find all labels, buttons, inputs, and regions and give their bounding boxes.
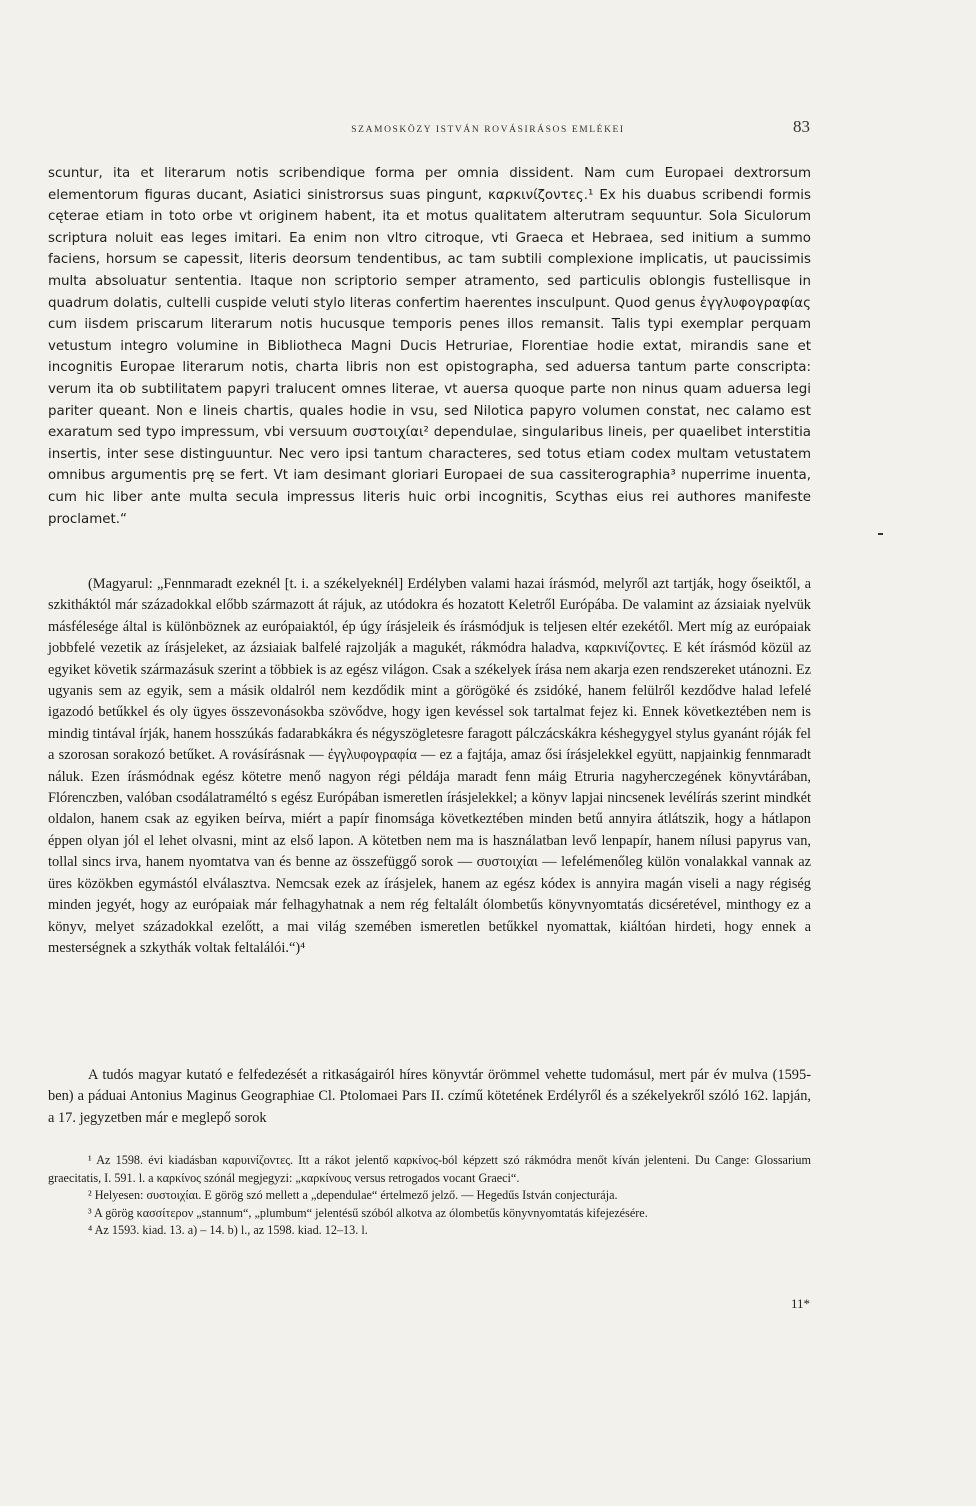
hungarian-translation-paragraph: (Magyarul: „Fennmaradt ezeknél [t. i. a székelyeknél] Erdélyben valami hazai írásmód, melyről azt tartják, hogy őseiktől, a szkitháktól már századokkal előbb származott át rájuk, az utódokra és hozatott Keletről Európába. De valamint az ázsiaiak nyelvük másfélesége által is különböznek az európaiaktól, ép úgy írásjeleik és írásmódjuk is teljesen eltér ezekétől. Mert míg az európaiak jobbfelé vezetik az írásjeleket, az ázsiaiak balfelé rajzolják a magukét, rákmódra haladva, καρκινίζοντες. E két írásmód közül az egyiket követik származásuk szerint a többiek is az egész világon. Csak a székelyek írása nem akarja ezen rendszereket utánozni. Ez ugyanis sem az egyik, sem a másik oldalról nem kezdődik mint a görögöké és zsidóké, hanem felülről kezdődve halad lefelé igazodó betűkkel és oly ügyes összevonásokba szövődve, hogy igen kevéssel sok tartalmat fejez ki. Ennek következtében nem is mindig tintával írják, hanem hosszúkás fadarabkákra és négyszögletesre faragott pálczácskákra késhegygyel stylus gyanánt róják fel a szorosan sorakozó betűket. A rovásírásnak — ἐγγλυφογραφία — ez a fajtája, amaz ősi írásjelekkel együtt, napjainkig fennmaradt náluk. Ezen írásmódnak egész kötetre menő nagyon régi példája maradt fenn máig Etruria nagyherczegének könyvtárában, Flórenczben, valóban csodálatraméltó s egész Európában ismeretlen írásjelekkel; a könyv lapjai nincsenek levélírás szerint mindkét oldalon, hanem csak az egyiken beírva, miért a papír finomsága következtében minden betű annyira átlátszik, hogy a hátlapon éppen olyan jól el lehet olvasni, mint az első lapon. A kötetben nem ma is használatban levő lenpapír, hanem nílusi papyrus van, tollal sincs irva, hanem nyomtatva van és benne az összefüggő sorok — συστοιχίαι — lefelémenőleg külön vonalakkal vannak az üres közökben egymástól elválasztva. Nemcsak ezek az írásjelek, hanem az egész kódex is annyira magán viseli a nagy régiség minden jegyét, hogy az európaiak már felhagyhatnak a nem rég feltalált ólombetűs könyvnyomtatás dicséretével, minthogy ez a könyv, melyet századokkal ezelőtt, a mai világ szemében ismeretlen betűkkel nyomattak, kiáltóan hirdeti, hogy ennek a mesterségnek a szkythák voltak feltalálói.“)⁴ [48,576,811,956]
footnote-2: ² Helyesen: συστοιχίαι. E görög szó mellett a „dependulae“ értelmező jelző. — Hegedűs István conjecturája. [88,1188,618,1203]
footnote-3: ³ A görög κασσίτερον „stannum“, „plumbum“ jelentésű szóból alkotva az ólombetűs könyvnyomtatás kifejezésére. [88,1205,648,1220]
footnote-1: ¹ Az 1598. évi kiadásban καρυινίζοντες. Itt a rákot jelentő καρκίνος-ból képzett szó rákmódra menőt kíván jelenteni. Du Cange: Glossarium graecitatis, I. 591. l. a καρκίνος szónál megjegyzi: „καρκίνους versus retrogados vocant Graeci“. [48,1153,811,1185]
footnote-4: ⁴ Az 1593. kiad. 13. a) – 14. b) l., az 1598. kiad. 12–13. l. [88,1223,368,1238]
margin-mark [878,533,883,535]
body-paragraph: A tudós magyar kutató e felfedezését a ritkaságairól híres könyvtár örömmel vehette tudomásul, mert pár év mulva (1595-ben) a páduai Antonius Maginus Geographiae Cl. Ptolomaei Pars II. czímű kötetének Erdélyről és a székelyekről szóló 162. lapján, a 17. jegyzetben már e meglepő sorok [48,1067,811,1126]
footnotes [48,1152,811,1240]
running-title: SZAMOSKÖZY ISTVÁN ROVÁSIRÁSOS EMLÉKEI [351,125,625,135]
signature-mark: 11* [790,1296,810,1311]
latin-paragraph: scuntur, ita et literarum notis scribendique forma per omnia dissident. Nam cum Europaei dextrorsum elementorum figuras ducant, Asiatici sinistrorsus suas pingunt, καρκινίζοντες.¹ Ex his duabus scribendi formis cęterae etiam in toto orbe vt originem habent, ita et motus qualitatem alterutram sequuntur. Sola Siculorum scriptura noluit eas leges imitari. Ea enim non vltro citroque, vti Graeca et Hebraea, sed initium a summo faciens, horsum se capessit, literis deorsum tendentibus, ac tam subtili complexione implicatis, ut paucissimis multa absoluatur sententia. Itaque non scriptorio semper atramento, sed particulis oblongis fustellisque in quadrum dolatis, cultelli cuspide veluti stylo literas confertim haerentes insculpunt. Quod genus ἐγγλυφογραφίας cum iisdem priscarum literarum notis hucusque temporis penes illos remansit. Talis typi exemplar perquam vetustum integro volumine in Bibliotheca Magni Ducis Hetruriae, Florentiae hodie extat, mirandis sane et incognitis Europae literarum notis, charta libris non est opistographa, sed aduersa tantum parte conscripta: verum ita ob subtilitatem papyri tralucent omnes literae, vt auersa quoque parte non ninus quam aduersa legi pariter queant. Non e lineis chartis, quales hodie in vsu, sed Nilotica papyro volumen constat, nec calamo est exaratum sed typo impressum, vbi versuum συστοιχίαι² dependulae, singularibus lineis, per quaelibet interstitia insertis, inter sese distinguuntur. Nec vero ipsi tantum characteres, sed totus etiam codex multam vetustatem omnibus argumentis prę se fert. Vt iam desimant gloriari Europaei de sua cassiterographia³ nuperrime inuenta, cum hic liber ante multa secula impressus literis huic orbi incognitis, Scythas eius rei authores manifeste proclamet.“ [48,166,811,527]
page-number: 83 [793,117,810,136]
